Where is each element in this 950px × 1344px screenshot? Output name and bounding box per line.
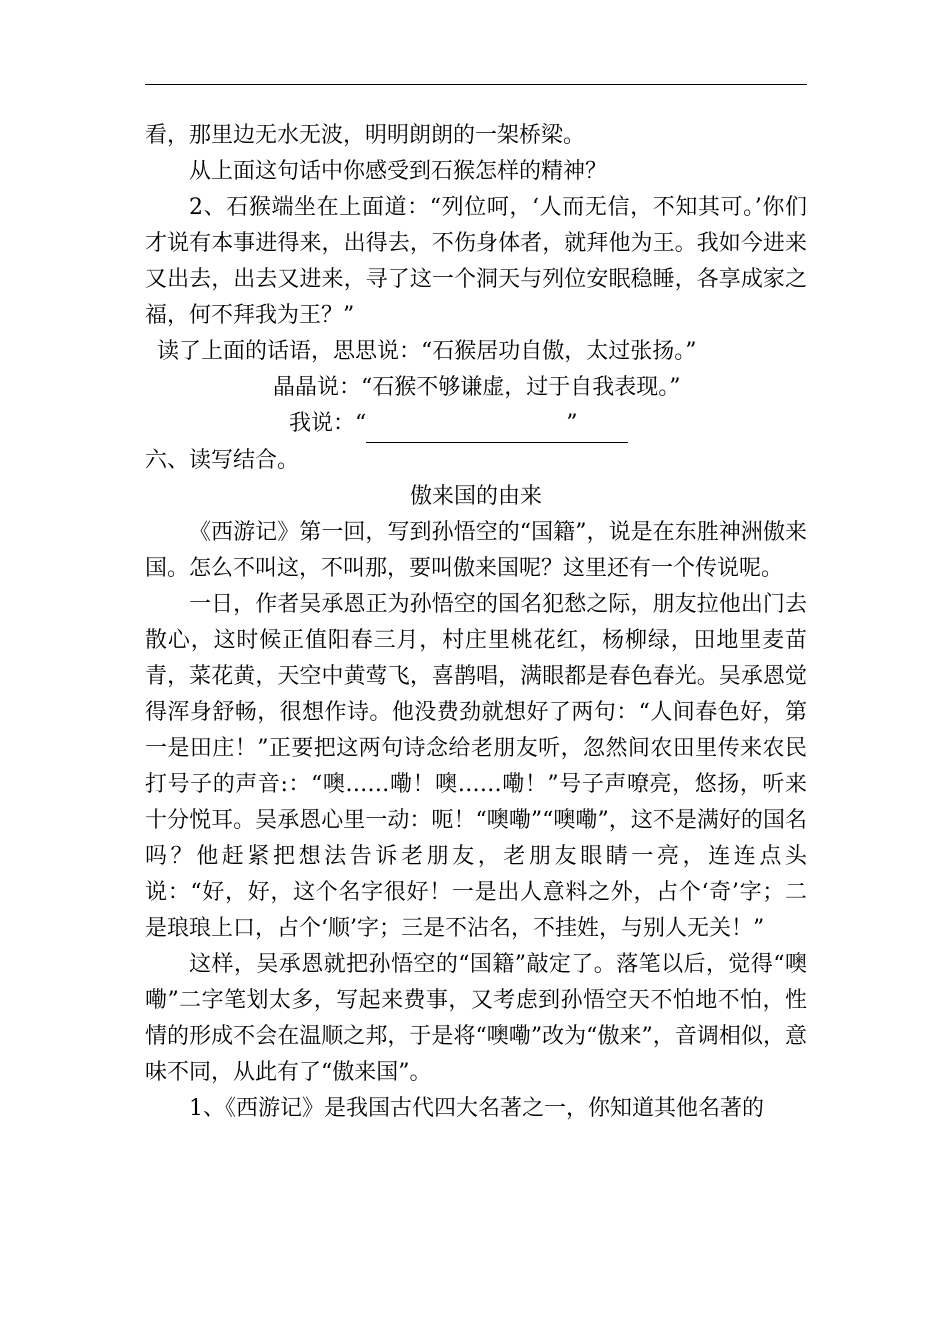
paragraph-quote-2: 2、石猴端坐在上面道：“列位呵，‘人而无信，不知其可。’你们才说有本事进得来，出得去，不伤身体者，就拜他为王。我如今进来又出去，出去又进来，寻了这一个洞天与列位安眠稳睡，各享成家之福，何不拜我为王？” <box>145 195 807 328</box>
section-heading-6: 六、读写结合。 <box>145 448 300 473</box>
paragraph-continuation: 看，那里边无水无波，明明朗朗的一架桥梁。 <box>145 123 586 148</box>
article-paragraph-3: 这样，吴承恩就把孙悟空的“国籍”敲定了。落笔以后，觉得“噢嘞”二字笔划太多，写起来费事，又考虑到孙悟空天不怕地不怕，性情的形成不会在温顺之邦，于是将“噢嘞”改为“傲来”，音调相似，意味不同，从此有了“傲来国”。 <box>145 952 807 1085</box>
question-spirit: 从上面这句话中你感受到石猴怎样的精神？ <box>189 159 608 184</box>
article-paragraph-1: 《西游记》第一回，写到孙悟空的“国籍”，说是在东胜神洲傲来国。怎么不叫这，不叫那，要叫傲来国呢？这里还有一个传说呢。 <box>145 520 807 581</box>
article-paragraph-2: 一日，作者吴承恩正为孙悟空的国名犯愁之际，朋友拉他出门去散心，这时候正值阳春三月，村庄里桃花红，杨柳绿，田地里麦苗青，菜花黄，天空中黄莺飞，喜鹊唱，满眼都是春色春光。吴承恩觉得浑身舒畅，很想作诗。他没费劲就想好了两句：“人间春色好，第一是田庄！”正要把这两句诗念给老朋友听，忽然间农田里传来农民打号子的声音:：“噢……嘞！噢……嘞！”号子声嘹亮，悠扬，听来十分悦耳。吴承恩心里一动：呃！“噢嘞”“噢嘞”，这不是满好的国名吗？他赶紧把想法告诉老朋友，老朋友眼睛一亮，连连点头说：“好，好，这个名字很好！一是出人意料之外，占个‘奇’字；二是琅琅上口，占个‘顺’字；三是不沾名，不挂姓，与别人无关！” <box>145 592 807 941</box>
my-comment-prefix: 我说：“ <box>289 411 367 436</box>
header-rule <box>145 84 807 85</box>
jingjing-comment: 晶晶说：“石猴不够谦虚，过于自我表现。” <box>273 375 681 400</box>
my-comment-line <box>145 406 807 443</box>
sisi-comment: 读了上面的话语，思思说：“石猴居功自傲，太过张扬。” <box>157 339 697 364</box>
my-comment-suffix: ” <box>566 411 578 436</box>
document-page <box>145 0 807 1344</box>
document-body <box>145 118 807 1127</box>
answer-blank[interactable] <box>366 406 628 443</box>
question-1: 1、《西游记》是我国古代四大名著之一，你知道其他名著的 <box>189 1096 764 1121</box>
article-title: 傲来国的由来 <box>409 484 542 509</box>
